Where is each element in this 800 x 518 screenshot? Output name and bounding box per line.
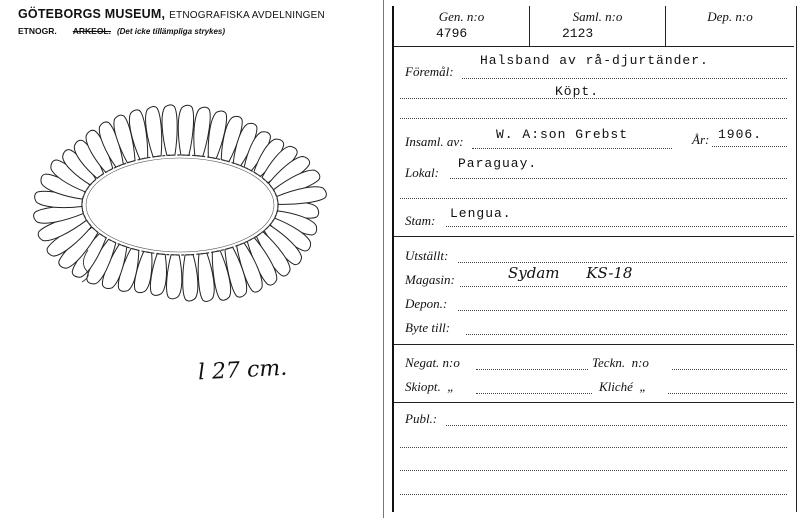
insaml-label: Insaml. av: bbox=[405, 134, 464, 149]
dotted-line bbox=[672, 369, 787, 370]
code-arkeol-struck: ARKEOL. bbox=[72, 26, 111, 36]
skiopt-label: Skiopt. „ bbox=[405, 379, 455, 394]
negat-label: Negat. n:o bbox=[405, 355, 460, 370]
gen-column bbox=[394, 6, 529, 46]
foremal-value-2: Köpt. bbox=[555, 84, 600, 99]
museum-header bbox=[18, 7, 325, 21]
kliche-label: Kliché „ bbox=[599, 379, 647, 394]
dotted-line bbox=[460, 286, 787, 287]
depon-label: Depon.: bbox=[405, 296, 448, 311]
tooth-shape bbox=[166, 255, 182, 299]
dotted-line bbox=[458, 310, 787, 311]
code-etnogr: ETNOGR. bbox=[18, 26, 57, 36]
header-note: (Det icke tillämpliga strykes) bbox=[116, 27, 226, 36]
museum-name: GÖTEBORGS MUSEUM, bbox=[18, 7, 166, 21]
teckn-label: Teckn. n:o bbox=[592, 355, 649, 370]
utstallt-label: Utställt: bbox=[405, 248, 449, 263]
foremal-value: Halsband av rå-djurtänder. bbox=[480, 53, 709, 68]
dotted-line bbox=[476, 393, 592, 394]
tooth-shape bbox=[161, 105, 178, 156]
section-divider bbox=[394, 236, 794, 237]
dotted-line bbox=[466, 334, 787, 335]
insaml-value: W. A:son Grebst bbox=[496, 127, 629, 142]
section-divider bbox=[394, 402, 794, 403]
publ-label: Publ.: bbox=[405, 411, 438, 426]
dotted-line bbox=[712, 146, 787, 147]
lokal-label: Lokal: bbox=[405, 165, 439, 180]
dotted-line bbox=[400, 198, 787, 199]
dep-column bbox=[666, 6, 794, 46]
dotted-line bbox=[400, 98, 787, 99]
card-edge-rule bbox=[383, 0, 384, 518]
saml-value: 2123 bbox=[562, 26, 594, 41]
dotted-line bbox=[668, 393, 787, 394]
ar-label: År: bbox=[692, 132, 710, 147]
stam-label: Stam: bbox=[405, 213, 436, 228]
dotted-line bbox=[472, 148, 672, 149]
dotted-line bbox=[400, 447, 787, 448]
header-codes bbox=[18, 26, 225, 36]
dotted-line bbox=[400, 494, 787, 495]
magasin-label: Magasin: bbox=[405, 272, 455, 287]
magasin-value: Sydam KS-18 bbox=[508, 264, 633, 282]
section-divider bbox=[394, 344, 794, 345]
dotted-line bbox=[446, 425, 787, 426]
catalogue-card bbox=[392, 6, 797, 512]
dotted-line bbox=[446, 226, 787, 227]
stam-value: Lengua. bbox=[450, 206, 512, 221]
department-name: ETNOGRAFISKA AVDELNINGEN bbox=[169, 10, 325, 21]
dotted-line bbox=[462, 78, 787, 79]
gen-value: 4796 bbox=[436, 26, 468, 41]
size-note: l 27 cm. bbox=[197, 355, 288, 386]
ar-value: 1906. bbox=[718, 127, 763, 142]
number-columns bbox=[394, 6, 794, 47]
saml-column bbox=[530, 6, 665, 46]
saml-label: Saml. n:o bbox=[572, 9, 623, 24]
gen-label: Gen. n:o bbox=[438, 9, 485, 24]
tooth-shape bbox=[178, 105, 194, 155]
dotted-line bbox=[400, 118, 787, 119]
foremal-label: Föremål: bbox=[405, 64, 454, 79]
dep-label: Dep. n:o bbox=[707, 9, 753, 24]
necklace-drawing bbox=[30, 80, 330, 330]
dotted-line bbox=[450, 178, 787, 179]
tooth-shape bbox=[181, 254, 198, 301]
lokal-value: Paraguay. bbox=[458, 156, 538, 171]
byte-label: Byte till: bbox=[405, 320, 451, 335]
dotted-line bbox=[476, 369, 588, 370]
dotted-line bbox=[458, 262, 787, 263]
dotted-line bbox=[400, 470, 787, 471]
